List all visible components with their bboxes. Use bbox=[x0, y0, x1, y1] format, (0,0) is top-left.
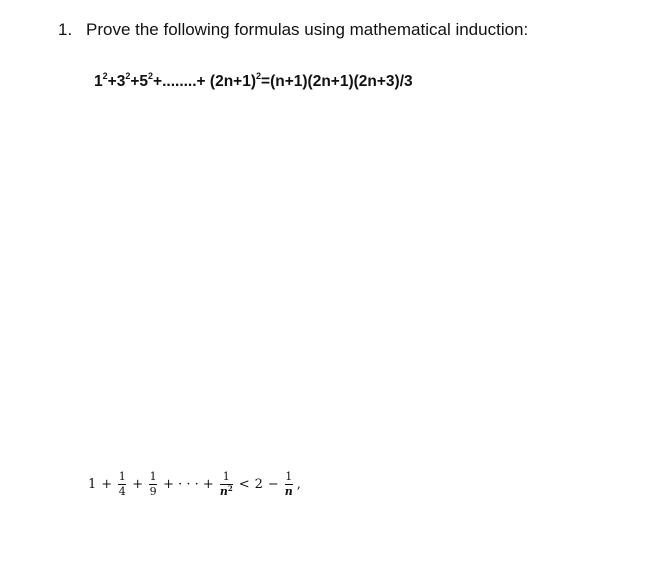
question-text: Prove the following formulas using mathematical induction: bbox=[86, 20, 529, 39]
term-base: 5 bbox=[139, 73, 149, 90]
fraction-one-over-n bbox=[285, 471, 293, 498]
denominator: 9 bbox=[149, 484, 157, 498]
term-base: (2n+1) bbox=[209, 73, 257, 90]
denominator-base: n bbox=[219, 484, 228, 498]
term-base: 1 bbox=[94, 73, 103, 90]
trailing-comma: , bbox=[296, 476, 301, 492]
less-than-sign: < bbox=[238, 476, 250, 492]
numerator: 1 bbox=[285, 469, 293, 483]
denominator bbox=[219, 483, 233, 498]
plus-sign: + bbox=[107, 73, 117, 90]
minus-sign: − bbox=[267, 476, 279, 492]
denominator: n bbox=[284, 484, 293, 498]
fraction-one-ninth bbox=[149, 471, 157, 498]
ellipsis: +........+ bbox=[153, 73, 210, 90]
sum-of-odd-squares-formula bbox=[94, 73, 413, 91]
term-exponent: 2 bbox=[102, 71, 108, 81]
denominator: 4 bbox=[118, 484, 126, 498]
numerator: 1 bbox=[222, 469, 230, 483]
term-exponent: 2 bbox=[148, 71, 154, 81]
plus-sign: + bbox=[101, 476, 113, 492]
numerator: 1 bbox=[149, 469, 157, 483]
fraction-one-quarter bbox=[118, 471, 126, 498]
term-one: 1 bbox=[88, 476, 97, 492]
term-exponent: 2 bbox=[125, 71, 131, 81]
question-number: 1. bbox=[58, 20, 73, 39]
question-1 bbox=[58, 20, 528, 40]
term-base: 3 bbox=[116, 73, 126, 90]
ellipsis: + · · · + bbox=[163, 476, 214, 492]
numerator: 1 bbox=[118, 469, 126, 483]
right-hand-side: =(n+1)(2n+1)(2n+3)/3 bbox=[261, 73, 413, 90]
reciprocal-squares-inequality bbox=[88, 462, 301, 506]
fraction-one-over-n-squared bbox=[220, 471, 233, 498]
plus-sign: + bbox=[130, 73, 140, 90]
plus-sign: + bbox=[132, 476, 144, 492]
term-two: 2 bbox=[254, 476, 263, 492]
denominator-exponent: 2 bbox=[227, 483, 233, 493]
term-exponent: 2 bbox=[256, 71, 262, 81]
